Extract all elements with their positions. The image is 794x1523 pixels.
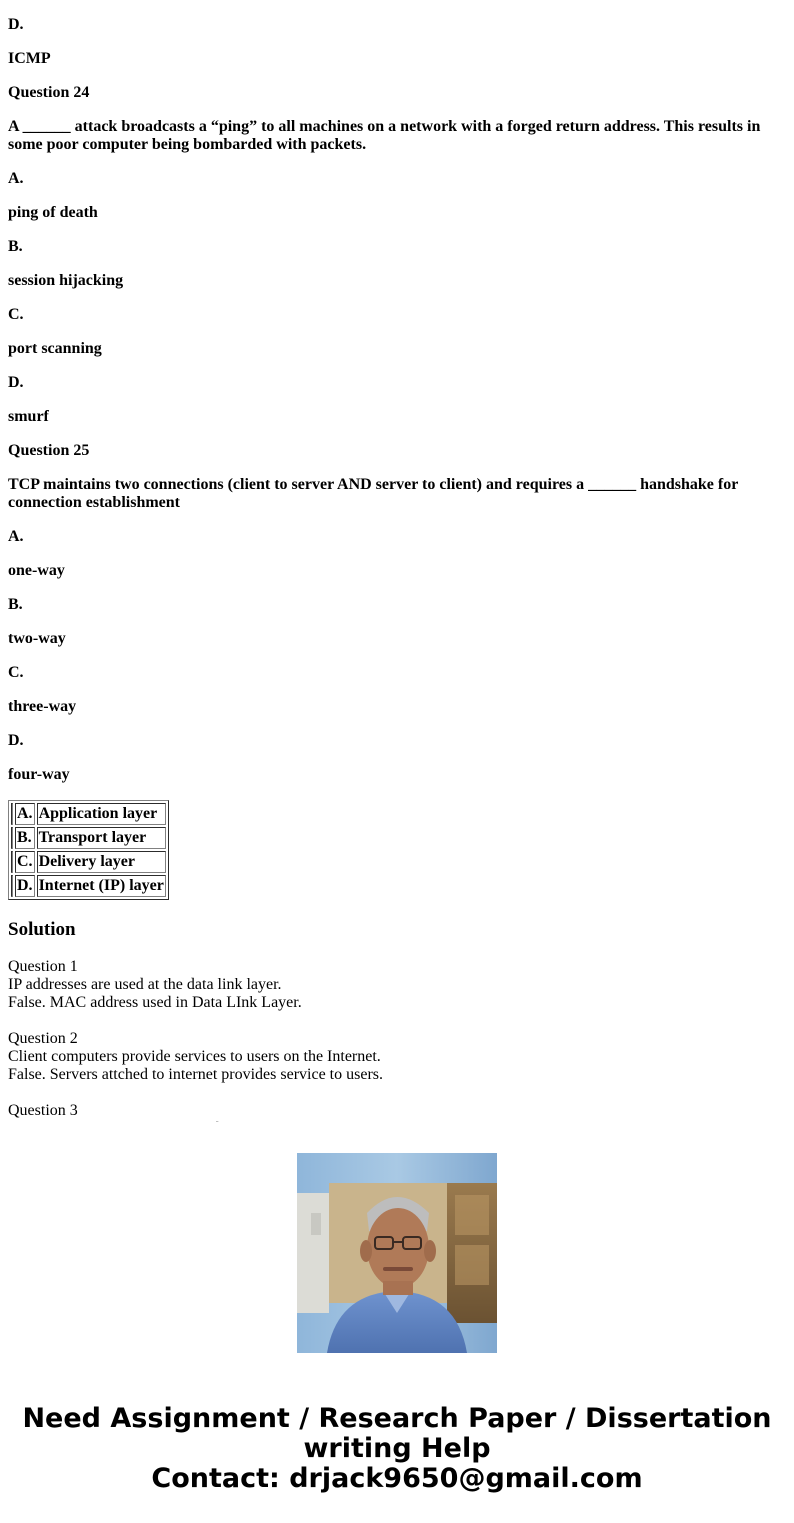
solution-question-title: Question 1 — [8, 958, 78, 975]
q24-option-c-letter: C. — [8, 306, 24, 323]
promo-contact: Contact: drjack9650@gmail.com — [151, 1463, 643, 1494]
table-cell-text: Delivery layer — [37, 851, 166, 873]
table-row — [11, 875, 166, 897]
q23-option-d-letter: D. — [8, 16, 24, 33]
solution-question-statement: IP addresses are used at the data link layer. — [8, 976, 282, 993]
promo-banner — [0, 1122, 794, 1523]
table-cell-letter: A. — [15, 803, 35, 825]
table-cell-empty — [11, 803, 13, 825]
table-cell-empty — [11, 827, 13, 849]
q24-option-b-letter: B. — [8, 238, 23, 255]
solution-question-title: Question 3 — [8, 1102, 78, 1119]
q24-option-d-letter: D. — [8, 374, 24, 391]
layer-options-table — [8, 800, 169, 900]
solution-answer: False. Servers attched to internet provides service to users. — [8, 1066, 383, 1083]
q24-option-a-letter: A. — [8, 170, 24, 187]
q24-question: A ______ attack broadcasts a “ping” to all machines on a network with a forged return address. This results in some poor computer being bombarded with packets. — [8, 118, 761, 153]
avatar-photo — [297, 1153, 497, 1353]
q25-option-b-letter: B. — [8, 596, 23, 613]
table-row — [11, 803, 166, 825]
q25-option-c-text: three-way — [8, 698, 77, 715]
avatar — [297, 1153, 497, 1353]
q24-option-b-text: session hijacking — [8, 272, 124, 289]
table-cell-empty — [11, 875, 13, 897]
promo-line-1: Need Assignment / Research Paper / Dissertation — [22, 1403, 772, 1434]
promo-line-2: writing Help — [303, 1433, 491, 1464]
q25-question: TCP maintains two connections (client to server AND server to client) and requires a ______ handshake for connection establishment — [8, 476, 739, 511]
q25-option-d-letter: D. — [8, 732, 24, 749]
solution-question-statement: Client computers provide services to users on the Internet. — [8, 1048, 381, 1065]
q25-option-a-letter: A. — [8, 528, 24, 545]
table-cell-text: Transport layer — [37, 827, 166, 849]
q25-option-b-text: two-way — [8, 630, 66, 647]
q25-title: Question 25 — [8, 442, 90, 459]
table-cell-letter: C. — [15, 851, 35, 873]
table-cell-text: Internet (IP) layer — [37, 875, 166, 897]
table-cell-text: Application layer — [37, 803, 166, 825]
solution-item — [8, 1030, 786, 1084]
q25-option-c-letter: C. — [8, 664, 24, 681]
q24-option-d-text: smurf — [8, 408, 49, 425]
q24-option-c-text: port scanning — [8, 340, 102, 357]
q25-option-a-text: one-way — [8, 562, 65, 579]
q23-option-d-text: ICMP — [8, 50, 51, 67]
table-cell-empty — [11, 851, 13, 873]
solution-question-title: Question 2 — [8, 1030, 78, 1047]
q24-option-a-text: ping of death — [8, 204, 98, 221]
solution-heading: Solution — [8, 919, 76, 940]
table-cell-letter: D. — [15, 875, 35, 897]
q25-option-d-text: four-way — [8, 766, 70, 783]
solution-answer: False. MAC address used in Data LInk Layer. — [8, 994, 302, 1011]
table-row — [11, 851, 166, 873]
q24-title: Question 24 — [8, 84, 90, 101]
solution-item — [8, 958, 786, 1012]
table-row — [11, 827, 166, 849]
table-cell-letter: B. — [15, 827, 35, 849]
document-body — [8, 0, 786, 1122]
